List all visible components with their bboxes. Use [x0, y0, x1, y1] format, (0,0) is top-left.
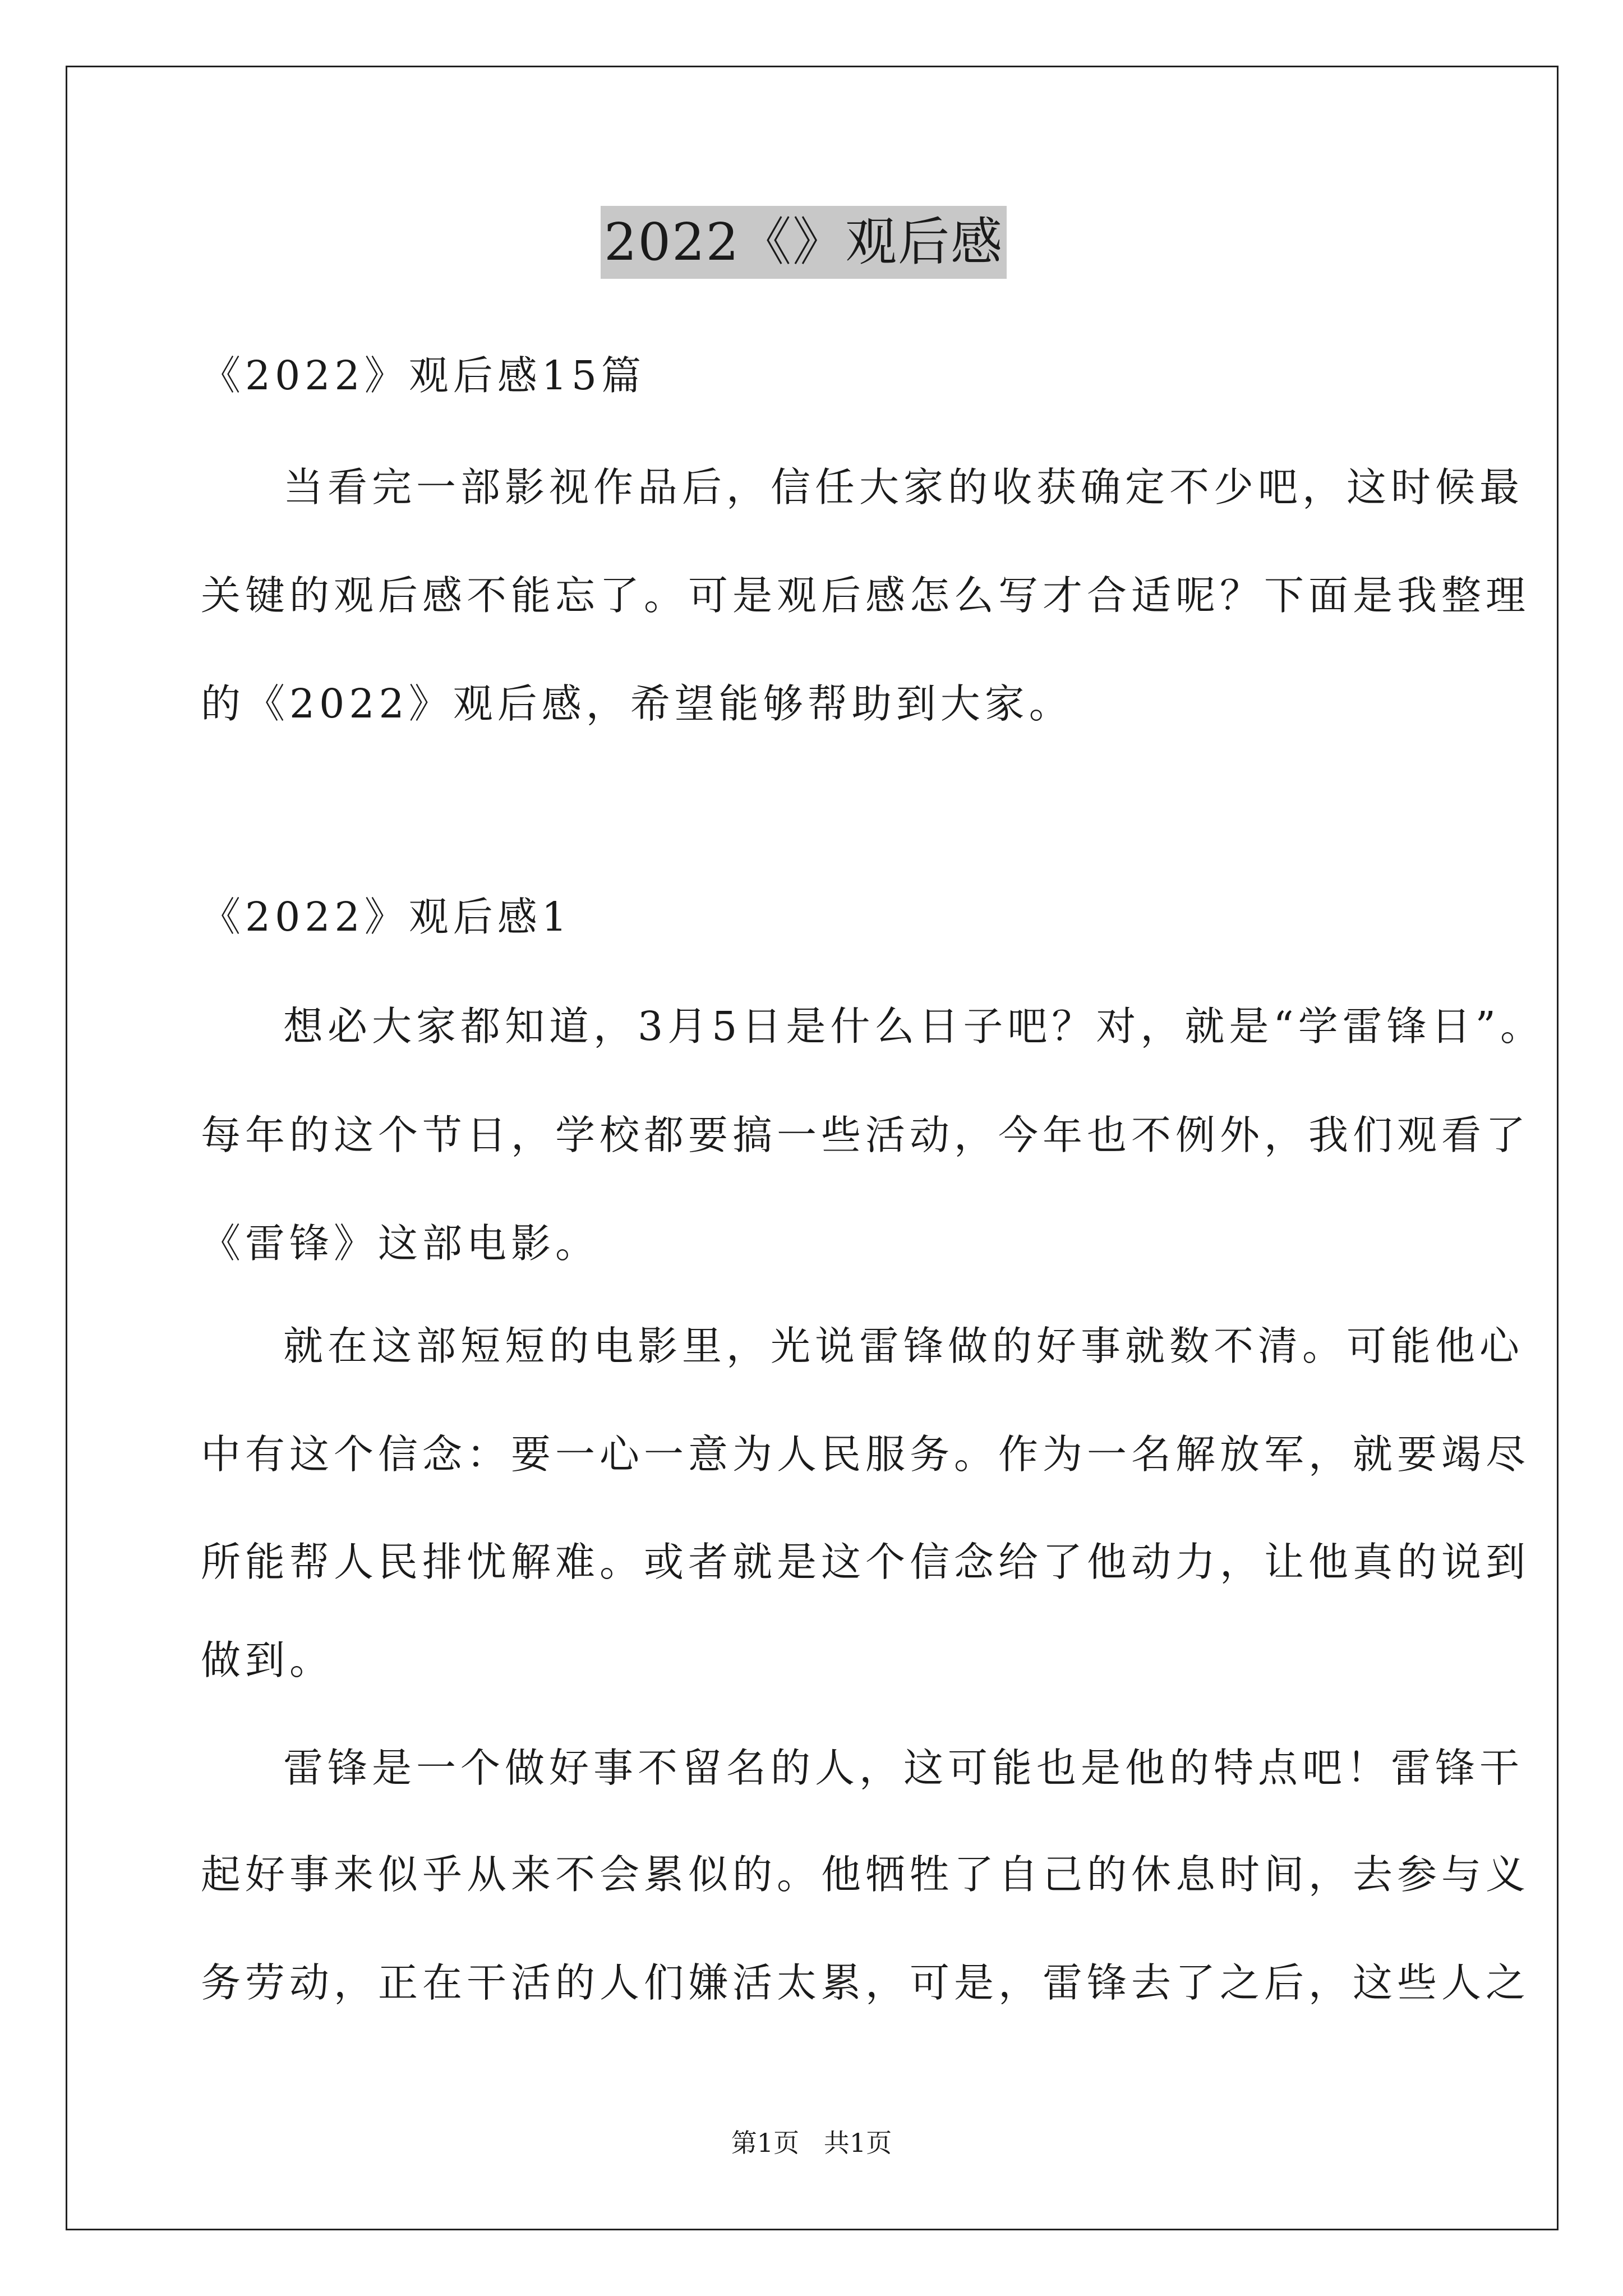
- paragraph3-line-3: 务劳动，正在干活的人们嫌活太累，可是，雷锋去了之后，这些人之: [201, 1959, 1530, 2006]
- page-footer: 第1页 共1页: [731, 2128, 892, 2158]
- paragraph2-line-3: 所能帮人民排忧解难。或者就是这个信念给了他动力，让他真的说到: [201, 1539, 1530, 1585]
- section-heading: 《2022》观后感1: [201, 894, 571, 940]
- paragraph2-line-1: 就在这部短短的电影里，光说雷锋做的好事就数不清。可能他心: [283, 1323, 1524, 1369]
- paragraph1-line-2: 每年的这个节日，学校都要搞一些活动，今年也不例外，我们观看了: [201, 1112, 1530, 1158]
- intro-line-3: 的《2022》观后感，希望能够帮助到大家。: [201, 680, 1073, 727]
- paragraph3-line-2: 起好事来似乎从来不会累似的。他牺牲了自己的休息时间，去参与义: [201, 1851, 1530, 1898]
- paragraph3-line-1: 雷锋是一个做好事不留名的人，这可能也是他的特点吧！雷锋干: [283, 1745, 1524, 1791]
- document-title: 2022《》观后感: [601, 206, 1007, 279]
- intro-line-1: 当看完一部影视作品后，信任大家的收获确定不少吧，这时候最: [283, 464, 1524, 510]
- paragraph2-line-4: 做到。: [201, 1637, 334, 1683]
- intro-line-2: 关键的观后感不能忘了。可是观后感怎么写才合适呢？下面是我整理: [201, 572, 1530, 619]
- document-subtitle: 《2022》观后感15篇: [201, 352, 646, 399]
- paragraph1-line-1: 想必大家都知道，3月5日是什么日子吧？对，就是“学雷锋日”。: [283, 1003, 1544, 1050]
- paragraph1-line-3: 《雷锋》这部电影。: [201, 1220, 600, 1267]
- paragraph2-line-2: 中有这个信念：要一心一意为人民服务。作为一名解放军，就要竭尽: [201, 1431, 1530, 1478]
